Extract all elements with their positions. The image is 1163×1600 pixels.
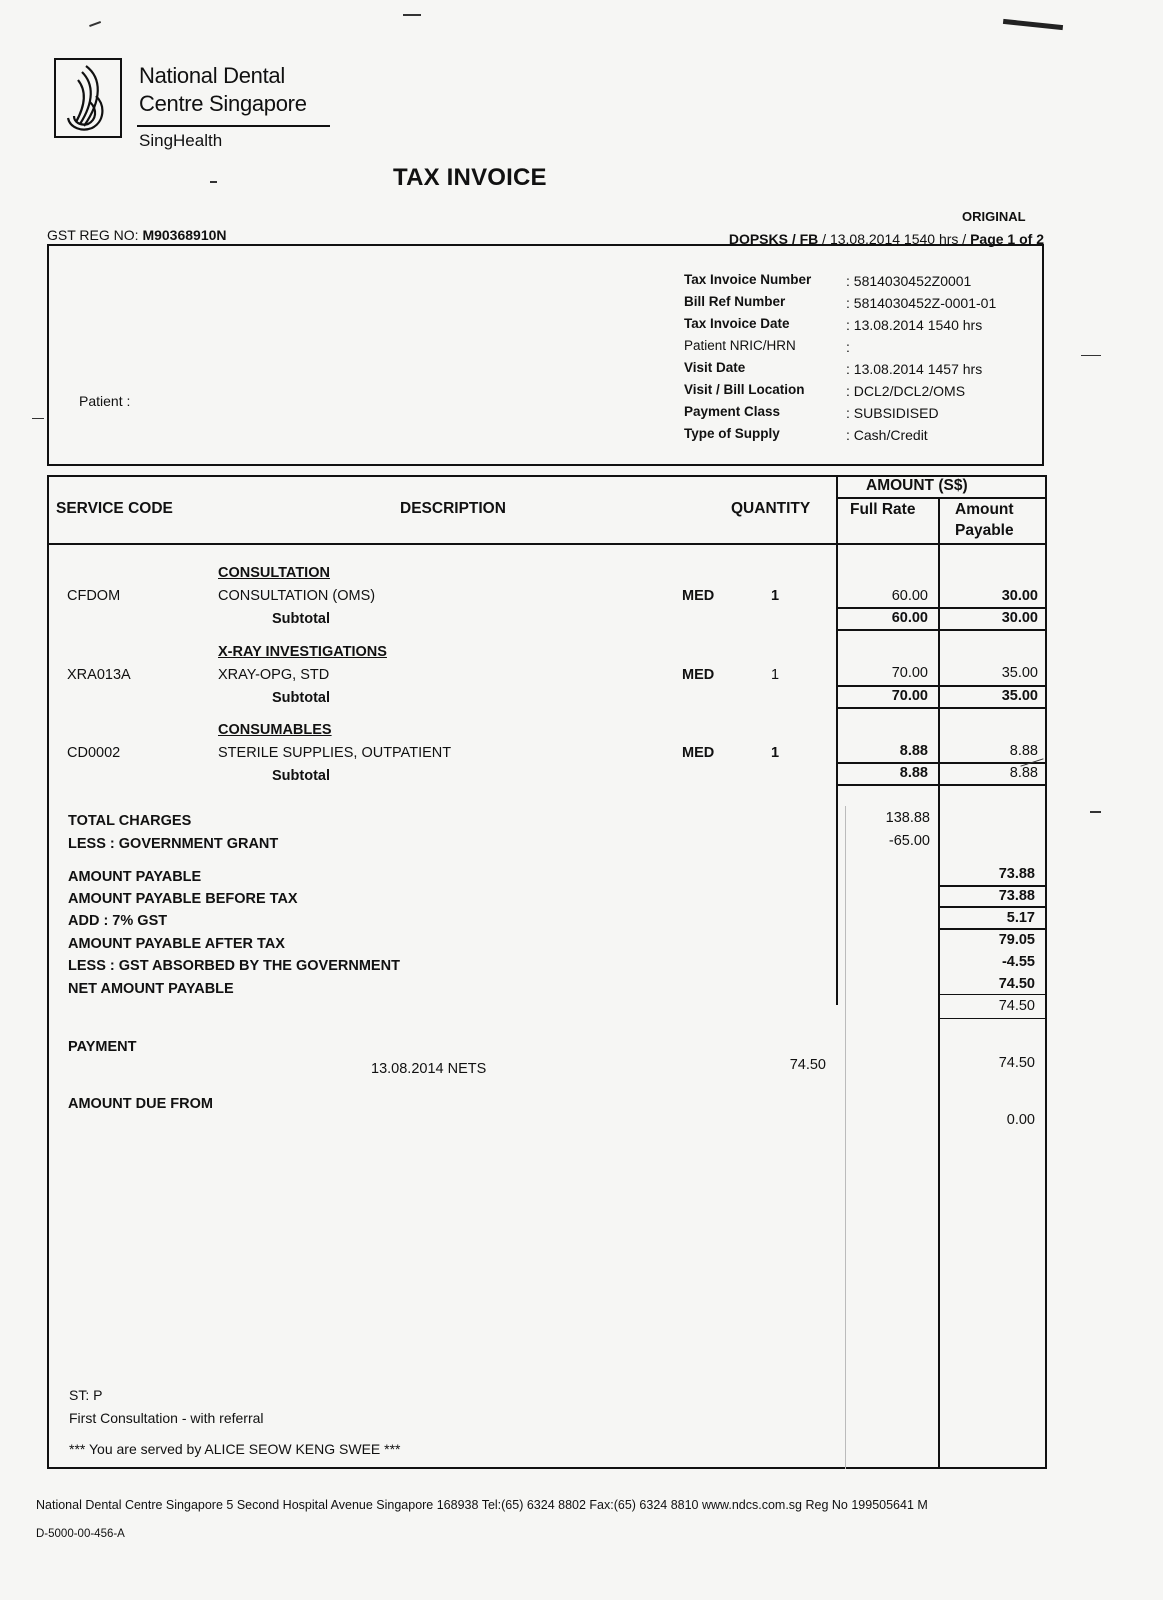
- subtotal-payable: 8.88: [1009, 765, 1038, 781]
- col-amount-payable-1: Amount: [955, 501, 1014, 518]
- section-heading: X-RAY INVESTIGATIONS: [218, 644, 387, 660]
- amount-due-label: AMOUNT DUE FROM: [68, 1096, 213, 1112]
- subtotal-full: 8.88: [899, 765, 928, 781]
- meta-value: : 5814030452Z-0001-01: [846, 295, 997, 311]
- item-payable: 35.00: [1001, 665, 1038, 681]
- scan-speck: [1090, 811, 1101, 813]
- meta-label: Payment Class: [684, 404, 781, 419]
- section-heading: CONSULTATION: [218, 565, 330, 581]
- amount-due-value: 0.00: [1006, 1112, 1035, 1128]
- scan-speck: [403, 14, 421, 16]
- gst-reg: [47, 227, 227, 243]
- amount-payable-label: AMOUNT PAYABLE: [68, 869, 202, 885]
- patient-label: Patient :: [79, 393, 131, 409]
- ndcs-logo: [54, 58, 122, 138]
- payment-total: 74.50: [998, 1055, 1035, 1071]
- subtotal-label: Subtotal: [272, 690, 330, 706]
- form-number: D-5000-00-456-A: [36, 1528, 125, 1540]
- meta-value: : SUBSIDISED: [846, 405, 939, 421]
- col-amount-payable-2: Payable: [955, 522, 1014, 539]
- totals-rule: [938, 885, 1046, 887]
- service-code: CD0002: [67, 745, 121, 761]
- item-payable: 8.88: [1009, 743, 1038, 759]
- meta-value: : 13.08.2014 1457 hrs: [846, 361, 983, 377]
- print-date: / 13.08.2014 1540 hrs /: [818, 231, 971, 247]
- ndcs-swirl-icon: [56, 60, 120, 136]
- org-name-line1: National Dental: [139, 63, 285, 88]
- section-heading: CONSUMABLES: [218, 722, 332, 738]
- col-service-code: SERVICE CODE: [56, 500, 173, 517]
- payment-label: PAYMENT: [68, 1039, 137, 1055]
- gst-reg-label: GST REG NO:: [47, 227, 143, 243]
- item-payable: 30.00: [1001, 588, 1038, 604]
- page-title: TAX INVOICE: [393, 164, 547, 191]
- copy-type: ORIGINAL: [962, 209, 1026, 224]
- meta-value: : 13.08.2014 1540 hrs: [846, 317, 983, 333]
- item-full-rate: 70.00: [891, 665, 928, 681]
- payable-left-rule: [938, 497, 940, 1469]
- subtotal-rule: [836, 607, 1046, 609]
- item-qty: 1: [771, 745, 780, 761]
- item-qty: 1: [771, 588, 780, 604]
- subtotal-payable: 35.00: [1001, 688, 1038, 704]
- net-value: 74.50: [998, 976, 1035, 992]
- gst-value: 5.17: [1006, 910, 1035, 926]
- net-value-repeat: 74.50: [998, 998, 1035, 1014]
- service-code: XRA013A: [67, 667, 131, 683]
- item-description: XRAY-OPG, STD: [218, 667, 330, 683]
- meta-label: Tax Invoice Date: [684, 316, 790, 331]
- meta-label: Tax Invoice Number: [684, 272, 812, 287]
- totals-rule: [938, 906, 1046, 908]
- after-tax-label: AMOUNT PAYABLE AFTER TAX: [68, 936, 285, 952]
- after-tax-value: 79.05: [998, 932, 1035, 948]
- served-by-note: *** You are served by ALICE SEOW KENG SWEE ***: [69, 1441, 401, 1457]
- subtotal-label: Subtotal: [272, 768, 330, 784]
- meta-value: : 5814030452Z0001: [846, 273, 972, 289]
- amount-payable-value: 73.88: [998, 866, 1035, 882]
- gst-absorbed-label: LESS : GST ABSORBED BY THE GOVERNMENT: [68, 958, 400, 974]
- item-class: MED: [682, 745, 715, 761]
- net-label: NET AMOUNT PAYABLE: [68, 981, 234, 997]
- org-group: SingHealth: [139, 131, 223, 150]
- page-number: Page 1 of 2: [970, 231, 1044, 247]
- item-class: MED: [682, 667, 715, 683]
- totals-rule: [938, 928, 1046, 930]
- totals-rule: [938, 1018, 1046, 1019]
- item-description: CONSULTATION (OMS): [218, 588, 376, 604]
- item-full-rate: 8.88: [899, 743, 928, 759]
- subtotal-rule: [836, 685, 1046, 687]
- gst-reg-value: M90368910N: [142, 227, 227, 243]
- header-divider: [47, 543, 1047, 545]
- logo-divider: [137, 125, 330, 127]
- gst-absorbed-value: -4.55: [1001, 954, 1035, 970]
- scan-speck: [1081, 355, 1101, 356]
- amount-header-divider: [836, 497, 1046, 499]
- col-amount: AMOUNT (S$): [866, 477, 968, 494]
- scan-speck: [210, 181, 217, 183]
- total-charges-label: TOTAL CHARGES: [68, 813, 192, 829]
- before-tax-value: 73.88: [998, 888, 1035, 904]
- scan-speck: [32, 418, 44, 419]
- org-name: [139, 62, 307, 118]
- faint-rule: [845, 806, 846, 1469]
- meta-label: Patient NRIC/HRN: [684, 338, 796, 353]
- meta-label: Visit Date: [684, 360, 746, 375]
- payment-amount: 74.50: [789, 1057, 826, 1073]
- subtotal-full: 70.00: [891, 688, 928, 704]
- item-full-rate: 60.00: [891, 588, 928, 604]
- subtotal-rule: [836, 762, 1046, 764]
- meta-label: Visit / Bill Location: [684, 382, 805, 397]
- item-class: MED: [682, 588, 715, 604]
- before-tax-label: AMOUNT PAYABLE BEFORE TAX: [68, 891, 298, 907]
- item-description: STERILE SUPPLIES, OUTPATIENT: [218, 745, 452, 761]
- meta-label: Type of Supply: [684, 426, 780, 441]
- full-rate-left-rule: [836, 475, 838, 1005]
- totals-rule: [938, 994, 1046, 995]
- payment-detail: 13.08.2014 NETS: [371, 1061, 487, 1077]
- meta-value: : DCL2/DCL2/OMS: [846, 383, 966, 399]
- consultation-note: First Consultation - with referral: [69, 1410, 264, 1426]
- subtotal-full: 60.00: [891, 610, 928, 626]
- scan-speck: [89, 21, 101, 27]
- subtotal-rule: [836, 784, 1046, 786]
- col-quantity: QUANTITY: [731, 500, 811, 517]
- meta-label: Bill Ref Number: [684, 294, 786, 309]
- meta-value: :: [846, 339, 850, 355]
- org-name-line2: Centre Singapore: [139, 91, 307, 116]
- gst-label: ADD : 7% GST: [68, 913, 168, 929]
- status-note: ST: P: [69, 1387, 103, 1403]
- subtotal-payable: 30.00: [1001, 610, 1038, 626]
- subtotal-rule: [836, 629, 1046, 631]
- meta-value: : Cash/Credit: [846, 427, 928, 443]
- subtotal-label: Subtotal: [272, 611, 330, 627]
- subtotal-rule: [836, 707, 1046, 709]
- total-charges-value: 138.88: [885, 810, 930, 826]
- footer-address: National Dental Centre Singapore 5 Second Hospital Avenue Singapore 168938 Tel:(65) 6324 8802 Fax:(65) 6324 8810 www.ndcs.com.sg Reg No 199505641 M: [36, 1498, 928, 1512]
- print-ref: DOPSKS / FB: [728, 231, 819, 247]
- scan-speck: [1003, 19, 1063, 30]
- col-description: DESCRIPTION: [400, 500, 506, 517]
- service-code: CFDOM: [67, 588, 121, 604]
- grant-label: LESS : GOVERNMENT GRANT: [68, 836, 279, 852]
- grant-value: -65.00: [888, 833, 930, 849]
- col-full-rate: Full Rate: [850, 501, 916, 518]
- item-qty: 1: [771, 667, 780, 683]
